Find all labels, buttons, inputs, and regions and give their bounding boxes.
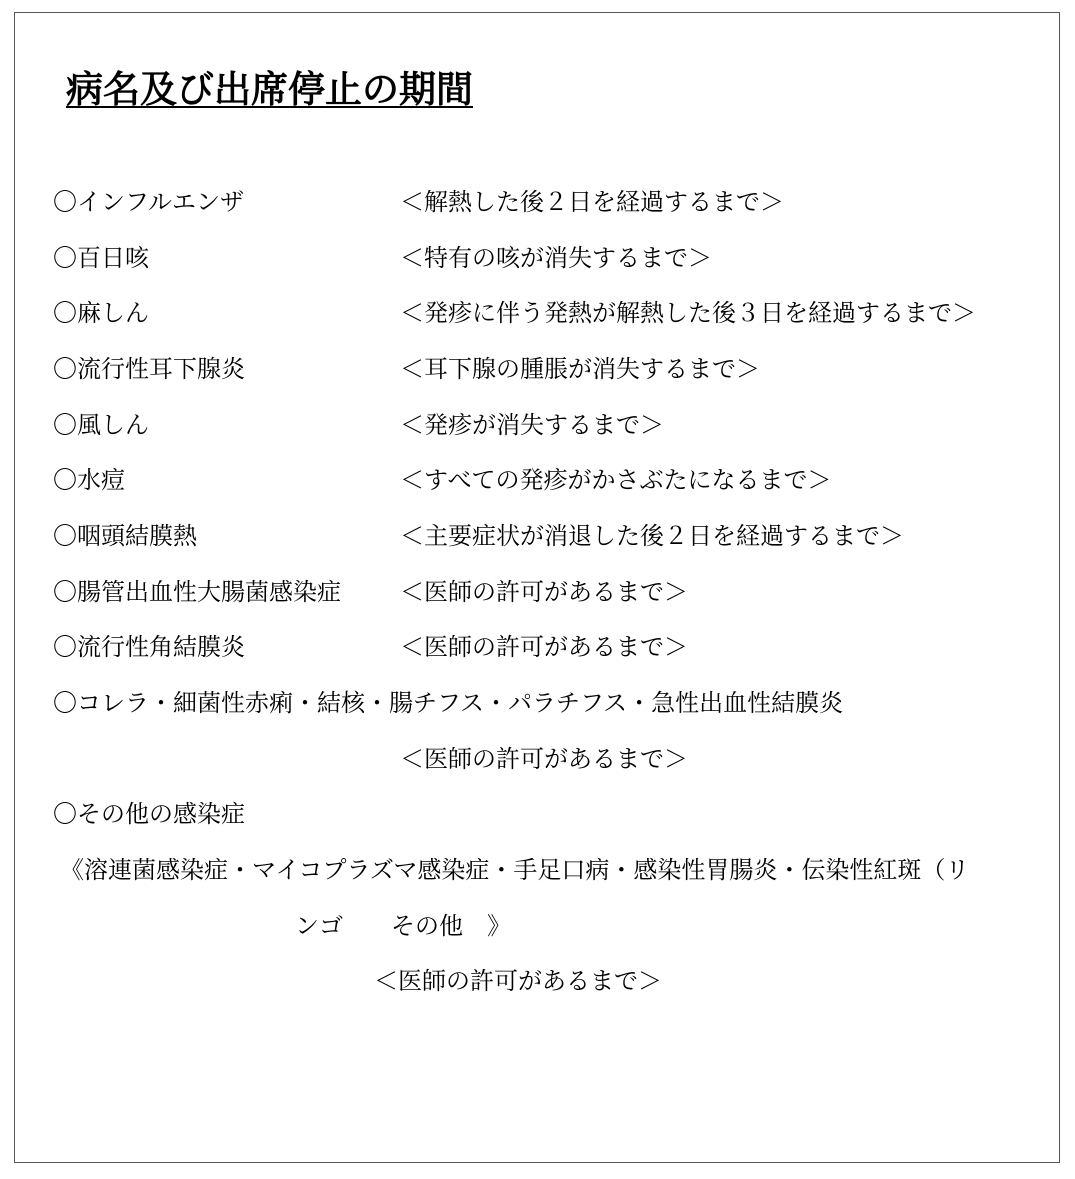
disease-name-chickenpox: 〇水痘 — [53, 466, 125, 494]
other-diseases-list-line2: ンゴ その他 》 — [295, 912, 511, 940]
suspension-period-rubella: ＜発疹が消失するまで＞ — [400, 411, 664, 439]
disease-name-mumps: 〇流行性耳下腺炎 — [53, 355, 245, 383]
disease-name-measles: 〇麻しん — [53, 299, 149, 327]
suspension-period-chickenpox: ＜すべての発疹がかさぶたになるまで＞ — [400, 466, 832, 494]
suspension-period-pertussis: ＜特有の咳が消失するまで＞ — [400, 244, 712, 272]
other-diseases-list-line1: 《溶連菌感染症・マイコプラズマ感染症・手足口病・感染性胃腸炎・伝染性紅斑（リ — [60, 856, 970, 884]
disease-name-pertussis: 〇百日咳 — [53, 244, 149, 272]
suspension-period-measles: ＜発疹に伴う発熱が解熱した後３日を経過するまで＞ — [400, 299, 976, 327]
other-diseases-period: ＜医師の許可があるまで＞ — [374, 967, 662, 995]
disease-group-names: 〇コレラ・細菌性赤痢・結核・腸チフス・パラチフス・急性出血性結膜炎 — [53, 689, 844, 717]
disease-name-ehec: 〇腸管出血性大腸菌感染症 — [53, 578, 341, 606]
disease-name-pharyngoconjunctival-fever: 〇咽頭結膜熱 — [53, 522, 197, 550]
other-diseases-heading: 〇その他の感染症 — [53, 800, 245, 828]
disease-group-period: ＜医師の許可があるまで＞ — [400, 745, 688, 773]
disease-name-influenza: 〇インフルエンザ — [53, 188, 245, 216]
suspension-period-pharyngoconjunctival-fever: ＜主要症状が消退した後２日を経過するまで＞ — [400, 522, 904, 550]
suspension-period-mumps: ＜耳下腺の腫脹が消失するまで＞ — [400, 355, 760, 383]
suspension-period-influenza: ＜解熱した後２日を経過するまで＞ — [400, 188, 784, 216]
disease-name-epidemic-keratoconjunctivitis: 〇流行性角結膜炎 — [53, 633, 245, 661]
page-title: 病名及び出席停止の期間 — [66, 68, 473, 111]
suspension-period-ehec: ＜医師の許可があるまで＞ — [400, 578, 688, 606]
suspension-period-epidemic-keratoconjunctivitis: ＜医師の許可があるまで＞ — [400, 633, 688, 661]
disease-name-rubella: 〇風しん — [53, 411, 149, 439]
